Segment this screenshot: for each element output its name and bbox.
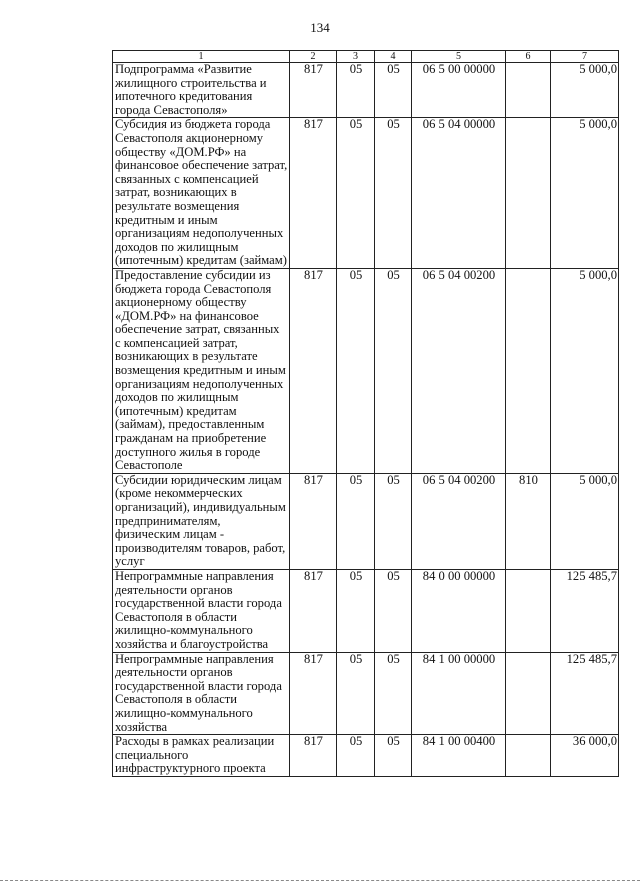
column-header: 3	[337, 51, 375, 63]
row-amount-cell: 125 485,7	[551, 569, 619, 652]
table-row	[113, 473, 619, 569]
row-subsection-cell: 05	[375, 118, 412, 269]
row-name-cell: Непрограммные направления деятельности органов государственной власти города Севастополя в области жилищно-коммунального хозяйства	[113, 652, 290, 735]
row-admin-cell: 817	[290, 118, 337, 269]
table-row	[113, 569, 619, 652]
row-name-cell: Непрограммные направления деятельности органов государственной власти города Севастополя в области жилищно-коммунального хозяйства и благоустройства	[113, 569, 290, 652]
row-target-cell: 84 1 00 00400	[412, 735, 506, 777]
page-number: 134	[310, 20, 330, 35]
row-type-cell	[506, 118, 551, 269]
row-type-cell	[506, 652, 551, 735]
row-section-cell: 05	[337, 735, 375, 777]
row-admin-cell: 817	[290, 652, 337, 735]
row-name-cell: Расходы в рамках реализации специального инфраструктурного проекта	[113, 735, 290, 777]
row-name-cell: Субсидии юридическим лицам (кроме некоммерческих организаций), индивидуальным предпринимателям, физическим лицам - производителям товаров, работ, услуг	[113, 473, 290, 569]
row-admin-cell: 817	[290, 63, 337, 118]
page-bottom-edge	[0, 880, 640, 881]
row-target-cell: 84 0 00 00000	[412, 569, 506, 652]
row-name-cell: Предоставление субсидии из бюджета города Севастополя акционерному обществу «ДОМ.РФ» на финансовое обеспечение затрат, связанных с компенсацией затрат, возникающих в результате возмещения кредитным и иным организациям недополученных доходов по жилищным (ипотечным) кредитам (займам), предоставленным гражданам на приобретение доступного жилья в городе Севастополе	[113, 268, 290, 473]
row-subsection-cell: 05	[375, 63, 412, 118]
row-admin-cell: 817	[290, 473, 337, 569]
row-target-cell: 06 5 00 00000	[412, 63, 506, 118]
row-admin-cell: 817	[290, 569, 337, 652]
row-type-cell	[506, 735, 551, 777]
row-section-cell: 05	[337, 63, 375, 118]
table-row	[113, 735, 619, 777]
row-section-cell: 05	[337, 569, 375, 652]
row-subsection-cell: 05	[375, 735, 412, 777]
row-subsection-cell: 05	[375, 268, 412, 473]
row-amount-cell: 125 485,7	[551, 652, 619, 735]
row-amount-cell: 5 000,0	[551, 63, 619, 118]
row-amount-cell: 5 000,0	[551, 473, 619, 569]
row-section-cell: 05	[337, 473, 375, 569]
row-amount-cell: 5 000,0	[551, 118, 619, 269]
row-type-cell	[506, 268, 551, 473]
row-type-cell	[506, 63, 551, 118]
column-header: 4	[375, 51, 412, 63]
row-amount-cell: 36 000,0	[551, 735, 619, 777]
row-amount-cell: 5 000,0	[551, 268, 619, 473]
table-row	[113, 118, 619, 269]
column-header: 5	[412, 51, 506, 63]
column-header: 6	[506, 51, 551, 63]
table-header-row	[113, 51, 619, 63]
row-section-cell: 05	[337, 268, 375, 473]
row-name-cell: Подпрограмма «Развитие жилищного строительства и ипотечного кредитования города Севастополя»	[113, 63, 290, 118]
budget-table	[112, 50, 619, 777]
table-row	[113, 63, 619, 118]
row-target-cell: 06 5 04 00200	[412, 268, 506, 473]
row-name-cell: Субсидия из бюджета города Севастополя акционерному обществу «ДОМ.РФ» на финансовое обеспечение затрат, связанных с компенсацией затрат, возникающих в результате возмещения кредитным и иным организациям недополученных доходов по жилищным (ипотечным) кредитам (займам)	[113, 118, 290, 269]
row-admin-cell: 817	[290, 268, 337, 473]
table-row	[113, 268, 619, 473]
column-header: 2	[290, 51, 337, 63]
row-target-cell: 06 5 04 00200	[412, 473, 506, 569]
row-subsection-cell: 05	[375, 652, 412, 735]
row-target-cell: 84 1 00 00000	[412, 652, 506, 735]
row-section-cell: 05	[337, 118, 375, 269]
row-subsection-cell: 05	[375, 569, 412, 652]
column-header: 7	[551, 51, 619, 63]
column-header: 1	[113, 51, 290, 63]
row-type-cell: 810	[506, 473, 551, 569]
row-target-cell: 06 5 04 00000	[412, 118, 506, 269]
row-subsection-cell: 05	[375, 473, 412, 569]
row-admin-cell: 817	[290, 735, 337, 777]
table-row	[113, 652, 619, 735]
row-type-cell	[506, 569, 551, 652]
row-section-cell: 05	[337, 652, 375, 735]
